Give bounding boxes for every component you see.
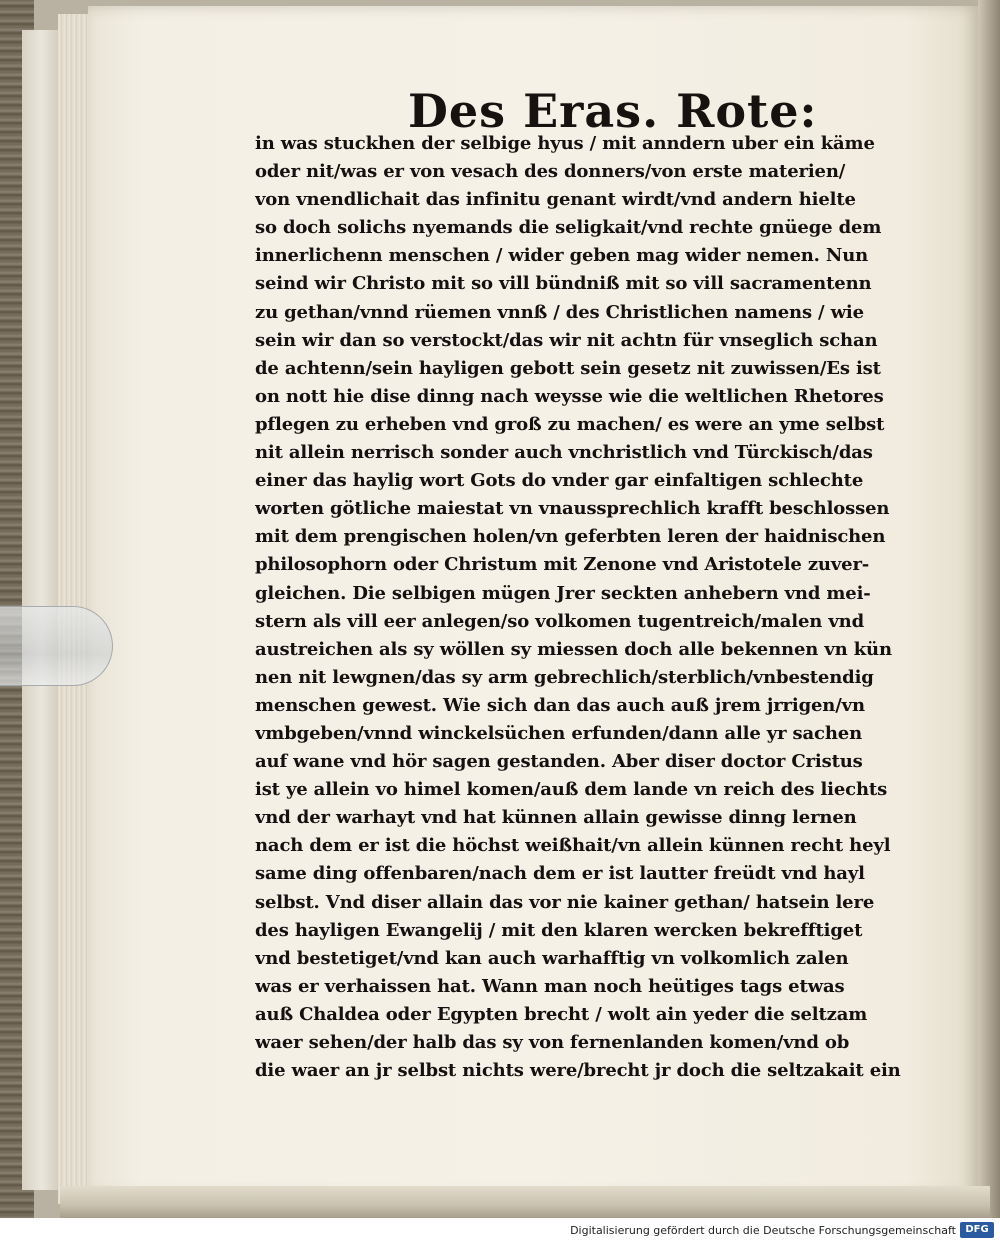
text-line: einer das haylig wort Gots do vnder gar einfaltigen schlechte [255,470,864,492]
text-line: zu gethan/vnnd rüemen vnnß / des Christlichen namens / wie [255,301,864,323]
text-line: gleichen. Die selbigen mügen Jrer seckten anhebern vnd mei- [255,582,871,604]
running-title: Des Eras. Rote: [408,84,818,138]
text-line: nit allein nerrisch sonder auch vnchristlich vnd Türckisch/das [255,442,873,464]
text-line: des hayligen Ewangelij / mit den klaren wercken bekrefftiget [255,919,863,941]
scan-bottom-edge [60,1186,990,1218]
text-line: die waer an jr selbst nichts were/brecht jr doch die seltzakait ein [255,1060,901,1082]
text-line: philosophorn oder Christum mit Zenone vnd Aristotele zuver- [255,554,870,576]
scan-right-edge [978,0,1000,1218]
text-line: so doch solichs nyemands die seligkait/vnd rechte gnüege dem [255,217,882,239]
funding-credit: Digitalisierung gefördert durch die Deutsche Forschungsgemeinschaft [570,1224,956,1237]
text-line: von vnendlichait das infinitu genant wirdt/vnd andern hielte [255,189,856,211]
text-line: waer sehen/der halb das sy von fernenlanden komen/vnd ob [255,1032,850,1053]
body-text [255,130,905,1085]
text-line: stern als vill eer anlegen/so volkomen tugentreich/malen vnd [255,610,865,632]
text-line: nen nit lewgnen/das sy arm gebrechlich/sterblich/vnbestendig [255,666,874,688]
text-line: oder nit/was er von vesach des donners/von erste materien/ [255,161,846,183]
text-line: auf wane vnd hör sagen gestanden. Aber diser doctor Cristus [255,751,863,773]
text-line: sein wir dan so verstockt/das wir nit achtn für vnseglich schan [255,329,878,351]
text-line: seind wir Christo mit so vill bündniß mit so vill sacramentenn [255,273,872,295]
text-line: pflegen zu erheben vnd groß zu machen/ es were an yme selbst [255,413,885,435]
text-line: de achtenn/sein hayligen gebott sein gesetz nit zuwissen/Es ist [255,357,881,379]
text-line: auß Chaldea oder Egypten brecht / wolt ain yeder die seltzam [255,1003,868,1025]
footer-bar [0,1218,1000,1243]
text-line: nach dem er ist die höchst weißhait/vn allein künnen recht heyl [255,835,891,857]
text-line: worten götliche maiestat vn vnaussprechlich krafft beschlossen [255,498,890,520]
page-holder-clip [0,606,113,686]
text-line: innerlichenn menschen / wider geben mag wider nemen. Nun [255,245,869,267]
text-line: selbst. Vnd diser allain das vor nie kainer gethan/ hatsein lere [255,891,875,913]
text-line: on nott hie dise dinng nach weysse wie die weltlichen Rhetores [255,385,884,407]
text-line: mit dem prengischen holen/vn geferbten leren der haidnischen [255,526,886,548]
text-line: same ding offenbaren/nach dem er ist lautter freüdt vnd hayl [255,863,865,885]
text-line: ist ye allein vo himel komen/auß dem lande vn reich des liechts [255,779,888,801]
dfg-logo: DFG [960,1222,994,1238]
text-line: menschen gewest. Wie sich dan das auch auß jrem jrrigen/vn [255,694,865,716]
text-line: was er verhaissen hat. Wann man noch heütiges tags etwas [255,975,845,997]
text-line: vnd der warhayt vnd hat künnen allain gewisse dinng lernen [255,807,857,829]
text-line: in was stuckhen der selbige hyus / mit anndern uber ein käme [255,133,875,154]
text-line: vmbgeben/vnnd winckelsüchen erfunden/dann alle yr sachen [255,722,863,744]
text-line: austreichen als sy wöllen sy miessen doch alle bekennen vn kün [255,638,892,660]
text-line: vnd bestetiget/vnd kan auch warhafftig vn volkomlich zalen [255,947,849,969]
